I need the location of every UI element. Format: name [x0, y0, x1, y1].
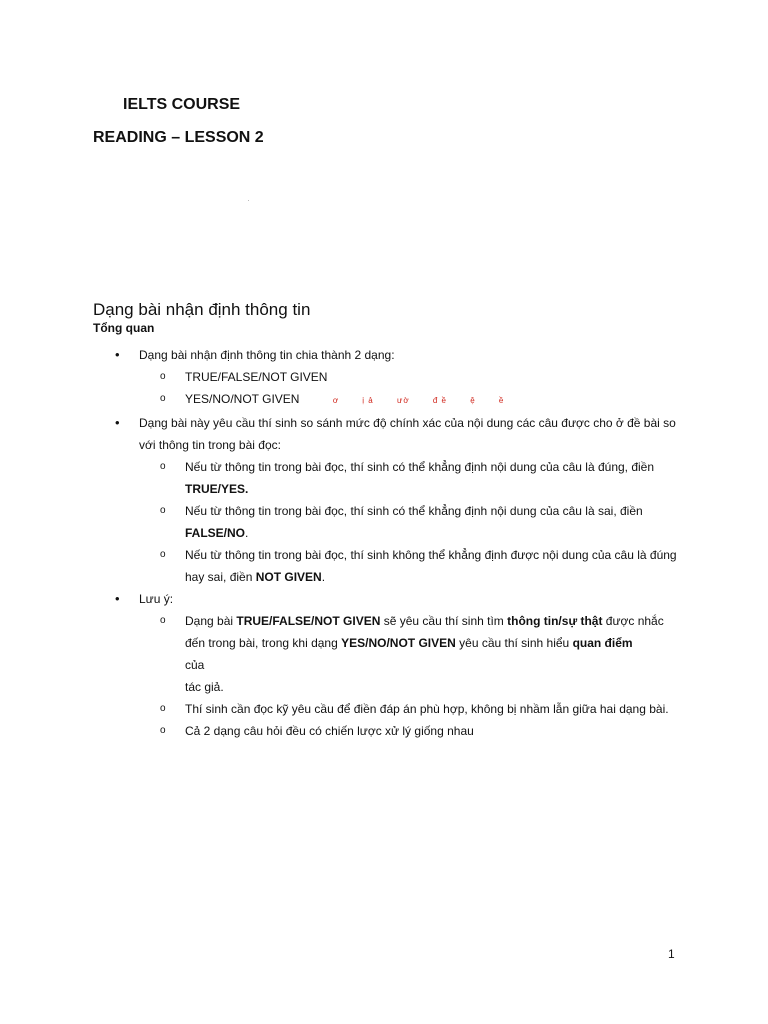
course-title: IELTS COURSE: [123, 96, 241, 113]
section-subtitle: Tổng quan: [93, 321, 155, 335]
list-item: [0, 344, 768, 412]
sub-list-item: [138, 610, 678, 698]
sub-list-item-text: Nếu từ thông tin trong bài đọc, thí sinh có thể khẳng định nội dung của câu là sai, điền: [185, 504, 643, 518]
sub-list-item-text: YES/NO/NOT GIVEN: [185, 392, 300, 406]
list-item: [0, 588, 768, 742]
sub-list-item: [138, 500, 678, 544]
note-keyword: TRUE/FALSE/NOT GIVEN: [236, 614, 381, 628]
sub-list-item-text: Nếu từ thông tin trong bài đọc, thí sinh không thể khẳng định được nội dung của câu là đúng hay sai, điền: [185, 548, 677, 584]
sub-list-item: [138, 698, 678, 720]
note-keyword: quan điểm: [572, 636, 633, 650]
note-text: của: [185, 658, 205, 672]
list-item-text: Dạng bài này yêu cầu thí sinh so sánh mức độ chính xác của nội dung các câu được cho ở đề bài so với thông tin trong bài đọc:: [139, 416, 676, 452]
note-text: yêu cầu thí sinh hiểu: [455, 636, 573, 650]
bullet-list: [0, 344, 768, 742]
red-mark: ườ: [396, 396, 410, 405]
sub-list-item-text: TRUE/FALSE/NOT GIVEN: [185, 370, 328, 384]
red-annotation-marks: [333, 396, 525, 405]
red-mark: đ ề: [432, 396, 447, 405]
red-mark: ị ả: [362, 396, 374, 405]
red-mark: ệ: [470, 396, 476, 405]
list-item-text: Dạng bài nhận định thông tin chia thành 2 dạng:: [139, 348, 395, 362]
sub-list: [139, 610, 678, 742]
answer-keyword: TRUE/YES.: [185, 482, 249, 496]
sub-list: [139, 366, 678, 412]
sub-list: [139, 456, 678, 588]
sub-list-item-text: Nếu từ thông tin trong bài đọc, thí sinh có thể khẳng định nội dung của câu là đúng, điền: [185, 460, 655, 474]
note-text: sẽ yêu cầu thí sinh tìm: [380, 614, 508, 628]
sentence-end: .: [321, 570, 326, 584]
overview-content: [0, 344, 768, 742]
sub-list-item: [138, 388, 678, 412]
page-number: 1: [668, 947, 675, 961]
section-title: Dạng bài nhận định thông tin: [93, 300, 311, 319]
note-text: tác giả.: [185, 680, 224, 694]
stray-dot: [248, 200, 249, 201]
sentence-end: .: [245, 526, 249, 540]
red-mark: ơ: [332, 396, 340, 405]
answer-keyword: NOT GIVEN: [255, 570, 322, 584]
note-keyword: thông tin/sự thật: [507, 614, 603, 628]
note-text: Dạng bài: [185, 614, 237, 628]
sub-list-item-text: Thí sinh cần đọc kỹ yêu cầu để điền đáp án phù hợp, không bị nhầm lẫn giữa hai dạng bài.: [185, 702, 669, 716]
sub-list-item-text: Cả 2 dạng câu hỏi đều có chiến lược xử lý giống nhau: [185, 724, 474, 738]
list-item-text: Lưu ý:: [139, 592, 174, 606]
answer-keyword: FALSE/NO: [185, 526, 246, 540]
list-item: [0, 412, 768, 588]
note-text: đến trong bài, trong khi dạng: [185, 636, 342, 650]
red-mark: ề: [498, 396, 505, 405]
sub-list-item: [138, 544, 678, 588]
lesson-title: READING – LESSON 2: [93, 129, 264, 146]
sub-list-item: [138, 366, 678, 388]
note-text: được nhắc: [602, 614, 664, 628]
sub-list-item: [138, 456, 678, 500]
sub-list-item: [138, 720, 678, 742]
note-keyword: YES/NO/NOT GIVEN: [341, 636, 456, 650]
